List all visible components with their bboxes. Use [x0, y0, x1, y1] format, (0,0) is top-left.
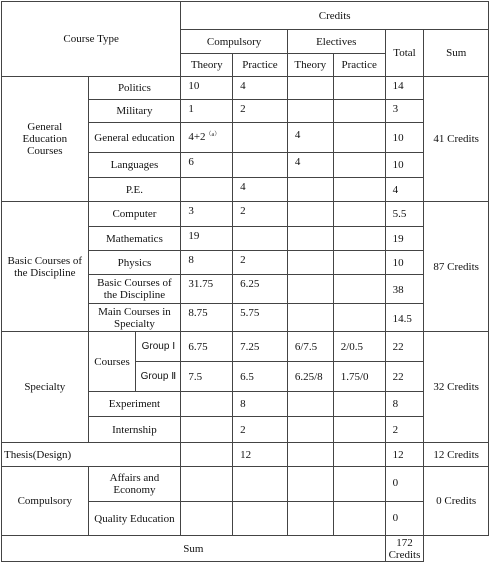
compulsory-theory-cell: 10	[181, 77, 233, 100]
course-name: Internship	[88, 417, 181, 443]
total-cell: 10	[385, 251, 424, 275]
electives-practice-cell	[333, 178, 385, 202]
compulsory-practice-cell	[233, 467, 288, 502]
compulsory-practice-cell: 2	[233, 251, 288, 275]
electives-theory-cell	[287, 392, 333, 417]
credits-table	[1, 1, 489, 562]
total-cell: 4	[385, 178, 424, 202]
electives-practice-header: Practice	[333, 54, 385, 77]
compulsory-theory-cell: 6.75	[181, 332, 233, 362]
credits-header: Credits	[181, 2, 489, 30]
electives-practice-cell	[333, 443, 385, 467]
course-name: Physics	[88, 251, 181, 275]
compulsory-theory-cell	[181, 417, 233, 443]
electives-practice-cell: 1.75/0	[333, 362, 385, 392]
electives-practice-cell	[333, 251, 385, 275]
total-cell: 10	[385, 123, 424, 153]
course-name: Quality Education	[88, 502, 181, 536]
footer-sum-label: Sum	[2, 536, 386, 562]
total-cell: 14.5	[385, 304, 424, 332]
credits-table-container	[1, 1, 489, 562]
compulsory-practice-cell	[233, 123, 288, 153]
compulsory-practice-cell: 8	[233, 392, 288, 417]
total-cell: 12	[385, 443, 424, 467]
electives-theory-header: Theory	[287, 54, 333, 77]
electives-theory-cell	[287, 251, 333, 275]
compulsory-practice-cell	[233, 502, 288, 536]
footer-sum-value: 172 Credits	[385, 536, 424, 562]
general-education-label: General Education Courses	[2, 77, 89, 202]
compulsory-theory-cell	[181, 178, 233, 202]
electives-theory-cell: 4	[287, 153, 333, 178]
compulsory-theory-cell: 8.75	[181, 304, 233, 332]
course-name: Affairs and Economy	[88, 467, 181, 502]
thesis-sum: 12 Credits	[424, 443, 489, 467]
electives-practice-cell	[333, 123, 385, 153]
electives-practice-cell	[333, 227, 385, 251]
compulsory-practice-cell: 2	[233, 417, 288, 443]
compulsory-practice-cell: 4	[233, 178, 288, 202]
electives-theory-cell: 6/7.5	[287, 332, 333, 362]
course-name: General education	[88, 123, 181, 153]
footnote-marker: （a）	[205, 132, 221, 138]
compulsory-practice-cell: 12	[233, 443, 288, 467]
compulsory-theory-cell	[181, 443, 233, 467]
electives-theory-cell	[287, 502, 333, 536]
group-1-label: Group Ⅰ	[136, 332, 181, 362]
electives-theory-cell	[287, 417, 333, 443]
electives-practice-cell	[333, 502, 385, 536]
electives-practice-cell	[333, 202, 385, 227]
course-type-header: Course Type	[2, 2, 181, 77]
specialty-sum: 32 Credits	[424, 332, 489, 443]
compulsory-theory-value: 4+2	[188, 131, 206, 143]
total-cell: 0	[385, 467, 424, 502]
compulsory-theory-cell: 31.75	[181, 275, 233, 304]
electives-theory-cell	[287, 275, 333, 304]
electives-theory-cell	[287, 178, 333, 202]
electives-theory-cell	[287, 100, 333, 123]
compulsory-theory-cell	[181, 123, 233, 153]
compulsory-theory-cell	[181, 392, 233, 417]
electives-practice-cell	[333, 77, 385, 100]
electives-practice-cell	[333, 100, 385, 123]
compulsory-theory-cell: 1	[181, 100, 233, 123]
compulsory-theory-cell: 6	[181, 153, 233, 178]
compulsory-header: Compulsory	[181, 30, 288, 54]
basic-courses-sum: 87 Credits	[424, 202, 489, 332]
compulsory-practice-cell: 4	[233, 77, 288, 100]
compulsory-theory-cell: 19	[181, 227, 233, 251]
electives-theory-cell: 4	[287, 123, 333, 153]
course-name: Basic Courses of the Discipline	[88, 275, 181, 304]
basic-courses-label: Basic Courses of the Discipline	[2, 202, 89, 332]
total-cell: 10	[385, 153, 424, 178]
electives-practice-cell: 2/0.5	[333, 332, 385, 362]
compulsory-practice-cell	[233, 227, 288, 251]
course-name: Mathematics	[88, 227, 181, 251]
course-name: Politics	[88, 77, 181, 100]
compulsory-practice-cell: 6.25	[233, 275, 288, 304]
total-cell: 19	[385, 227, 424, 251]
total-cell: 8	[385, 392, 424, 417]
electives-theory-cell	[287, 77, 333, 100]
electives-practice-cell	[333, 467, 385, 502]
course-name: P.E.	[88, 178, 181, 202]
electives-practice-cell	[333, 304, 385, 332]
compulsory-practice-cell	[233, 153, 288, 178]
total-cell: 38	[385, 275, 424, 304]
compulsory-practice-cell: 5.75	[233, 304, 288, 332]
group-2-label: Group Ⅱ	[136, 362, 181, 392]
electives-practice-cell	[333, 417, 385, 443]
compulsory-theory-cell: 8	[181, 251, 233, 275]
courses-label: Courses	[88, 332, 136, 392]
total-cell: 3	[385, 100, 424, 123]
total-cell: 14	[385, 77, 424, 100]
specialty-label: Specialty	[2, 332, 89, 443]
electives-practice-cell	[333, 392, 385, 417]
compulsory-theory-header: Theory	[181, 54, 233, 77]
electives-theory-cell: 6.25/8	[287, 362, 333, 392]
compulsory-theory-cell	[181, 467, 233, 502]
total-cell: 22	[385, 332, 424, 362]
electives-theory-cell	[287, 304, 333, 332]
electives-theory-cell	[287, 202, 333, 227]
electives-header: Electives	[287, 30, 385, 54]
electives-practice-cell	[333, 153, 385, 178]
compulsory-theory-cell: 3	[181, 202, 233, 227]
electives-theory-cell	[287, 443, 333, 467]
compulsory-label: Compulsory	[2, 467, 89, 536]
course-name: Languages	[88, 153, 181, 178]
total-cell: 0	[385, 502, 424, 536]
electives-practice-cell	[333, 275, 385, 304]
total-cell: 5.5	[385, 202, 424, 227]
compulsory-theory-cell: 7.5	[181, 362, 233, 392]
compulsory-practice-cell: 6.5	[233, 362, 288, 392]
course-name: Military	[88, 100, 181, 123]
course-name: Main Courses in Specialty	[88, 304, 181, 332]
sum-header: Sum	[424, 30, 489, 77]
electives-theory-cell	[287, 227, 333, 251]
compulsory-practice-cell: 2	[233, 100, 288, 123]
course-name: Computer	[88, 202, 181, 227]
general-education-sum: 41 Credits	[424, 77, 489, 202]
compulsory-practice-cell: 2	[233, 202, 288, 227]
course-name: Experiment	[88, 392, 181, 417]
compulsory-practice-header: Practice	[233, 54, 288, 77]
thesis-label: Thesis(Design)	[2, 443, 181, 467]
total-header: Total	[385, 30, 424, 77]
total-cell: 22	[385, 362, 424, 392]
compulsory-sum: 0 Credits	[424, 467, 489, 536]
compulsory-theory-cell	[181, 502, 233, 536]
electives-theory-cell	[287, 467, 333, 502]
total-cell: 2	[385, 417, 424, 443]
compulsory-practice-cell: 7.25	[233, 332, 288, 362]
